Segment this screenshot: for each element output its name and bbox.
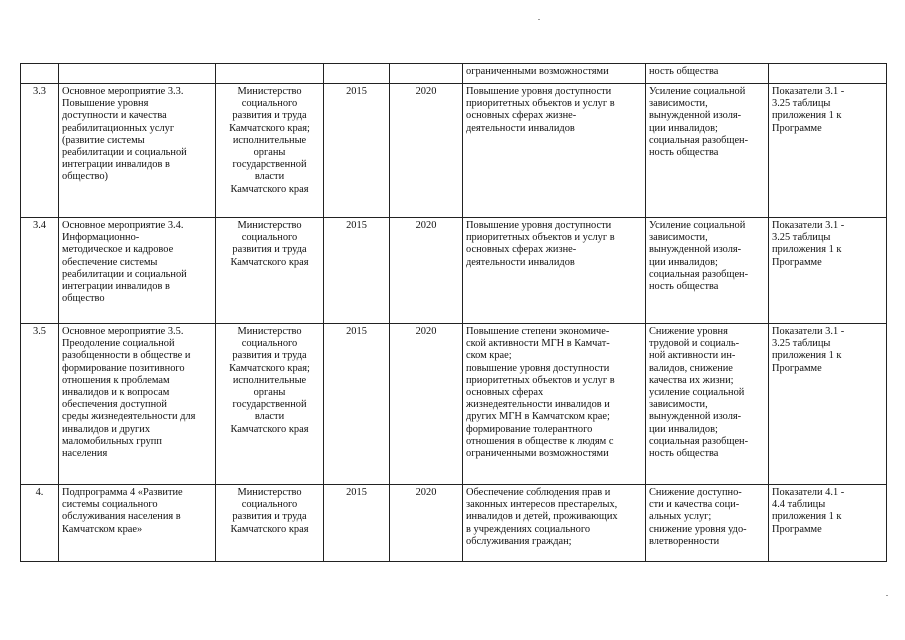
cell-measure-name: Подпрограмма 4 «Развитие системы социального обслуживания населения в Камчатском крае» <box>59 485 216 562</box>
cell-start-year: 2015 <box>324 84 390 218</box>
scan-speck <box>538 19 540 20</box>
cell-indicators-link: Показатели 3.1 - 3.25 таблицы приложения 1 к Программе <box>769 218 887 324</box>
cell-expected-result: ограниченными возможностями <box>463 64 646 84</box>
cell-end-year: 2020 <box>390 324 463 485</box>
cell-consequences: Снижение уровня трудовой и социаль- ной активности ин- валидов, снижение качества их жизни; усиление социальной зависимости, вынужденной изоля- ции инвалидов; социальная разобщен- ность общества <box>646 324 769 485</box>
cell-measure-name: Основное мероприятие 3.3. Повышение уровня доступности и качества реабилитационных услуг (развитие системы реабилитации и социальной интеграции инвалидов в общество) <box>59 84 216 218</box>
cell-expected-result: Повышение уровня доступности приоритетных объектов и услуг в основных сферах жизне- деятельности инвалидов <box>463 218 646 324</box>
cell-expected-result: Повышение уровня доступности приоритетных объектов и услуг в основных сферах жизне- деятельности инвалидов <box>463 84 646 218</box>
cell-executor: Министерство социального развития и труда Камчатского края; исполнительные органы государственной власти Камчатского края <box>216 84 324 218</box>
table-row <box>21 218 887 324</box>
table-row <box>21 485 887 562</box>
cell-executor: Министерство социального развития и труда Камчатского края <box>216 485 324 562</box>
cell-end-year <box>390 64 463 84</box>
cell-consequences: Усиление социальной зависимости, вынужденной изоля- ции инвалидов; социальная разобщен- ность общества <box>646 218 769 324</box>
table-row <box>21 64 887 84</box>
cell-end-year: 2020 <box>390 84 463 218</box>
cell-indicators-link: Показатели 4.1 - 4.4 таблицы приложения 1 к Программе <box>769 485 887 562</box>
cell-number: 4. <box>21 485 59 562</box>
cell-indicators-link: Показатели 3.1 - 3.25 таблицы приложения 1 к Программе <box>769 84 887 218</box>
cell-measure-name: Основное мероприятие 3.4. Информационно- методическое и кадровое обеспечение системы реабилитации и социальной интеграции инвалидов в общество <box>59 218 216 324</box>
cell-consequences: Снижение доступно- сти и качества соци- альных услуг; снижение уровня удо- влетворенности <box>646 485 769 562</box>
cell-number: 3.3 <box>21 84 59 218</box>
program-measures-table <box>20 63 887 562</box>
cell-consequences: Усиление социальной зависимости, вынужденной изоля- ции инвалидов; социальная разобщен- ность общества <box>646 84 769 218</box>
cell-executor <box>216 64 324 84</box>
cell-start-year: 2015 <box>324 218 390 324</box>
cell-measure-name <box>59 64 216 84</box>
cell-end-year: 2020 <box>390 218 463 324</box>
cell-start-year: 2015 <box>324 324 390 485</box>
table-row <box>21 324 887 485</box>
cell-measure-name: Основное мероприятие 3.5. Преодоление социальной разобщенности в обществе и формирование позитивного отношения к проблемам инвалидов и к вопросам обеспечения доступной среды жизнедеятельности для инвалидов и других маломобильных групп населения <box>59 324 216 485</box>
cell-start-year <box>324 64 390 84</box>
scan-speck <box>886 595 888 596</box>
cell-number <box>21 64 59 84</box>
cell-expected-result: Повышение степени экономиче- ской активности МГН в Камчат- ском крае; повышение уровня доступности приоритетных объектов и услуг в основных сферах жизнедеятельности инвалидов и других МГН в Камчатском крае; формирование толерантного отношения в обществе к людям с ограниченными возможностями <box>463 324 646 485</box>
cell-indicators-link <box>769 64 887 84</box>
cell-end-year: 2020 <box>390 485 463 562</box>
cell-executor: Министерство социального развития и труда Камчатского края; исполнительные органы государственной власти Камчатского края <box>216 324 324 485</box>
cell-expected-result: Обеспечение соблюдения прав и законных интересов престарелых, инвалидов и детей, проживающих в учреждениях социального обслуживания граждан; <box>463 485 646 562</box>
table-row <box>21 84 887 218</box>
cell-number: 3.4 <box>21 218 59 324</box>
cell-executor: Министерство социального развития и труда Камчатского края <box>216 218 324 324</box>
cell-indicators-link: Показатели 3.1 - 3.25 таблицы приложения 1 к Программе <box>769 324 887 485</box>
cell-start-year: 2015 <box>324 485 390 562</box>
cell-number: 3.5 <box>21 324 59 485</box>
cell-consequences: ность общества <box>646 64 769 84</box>
